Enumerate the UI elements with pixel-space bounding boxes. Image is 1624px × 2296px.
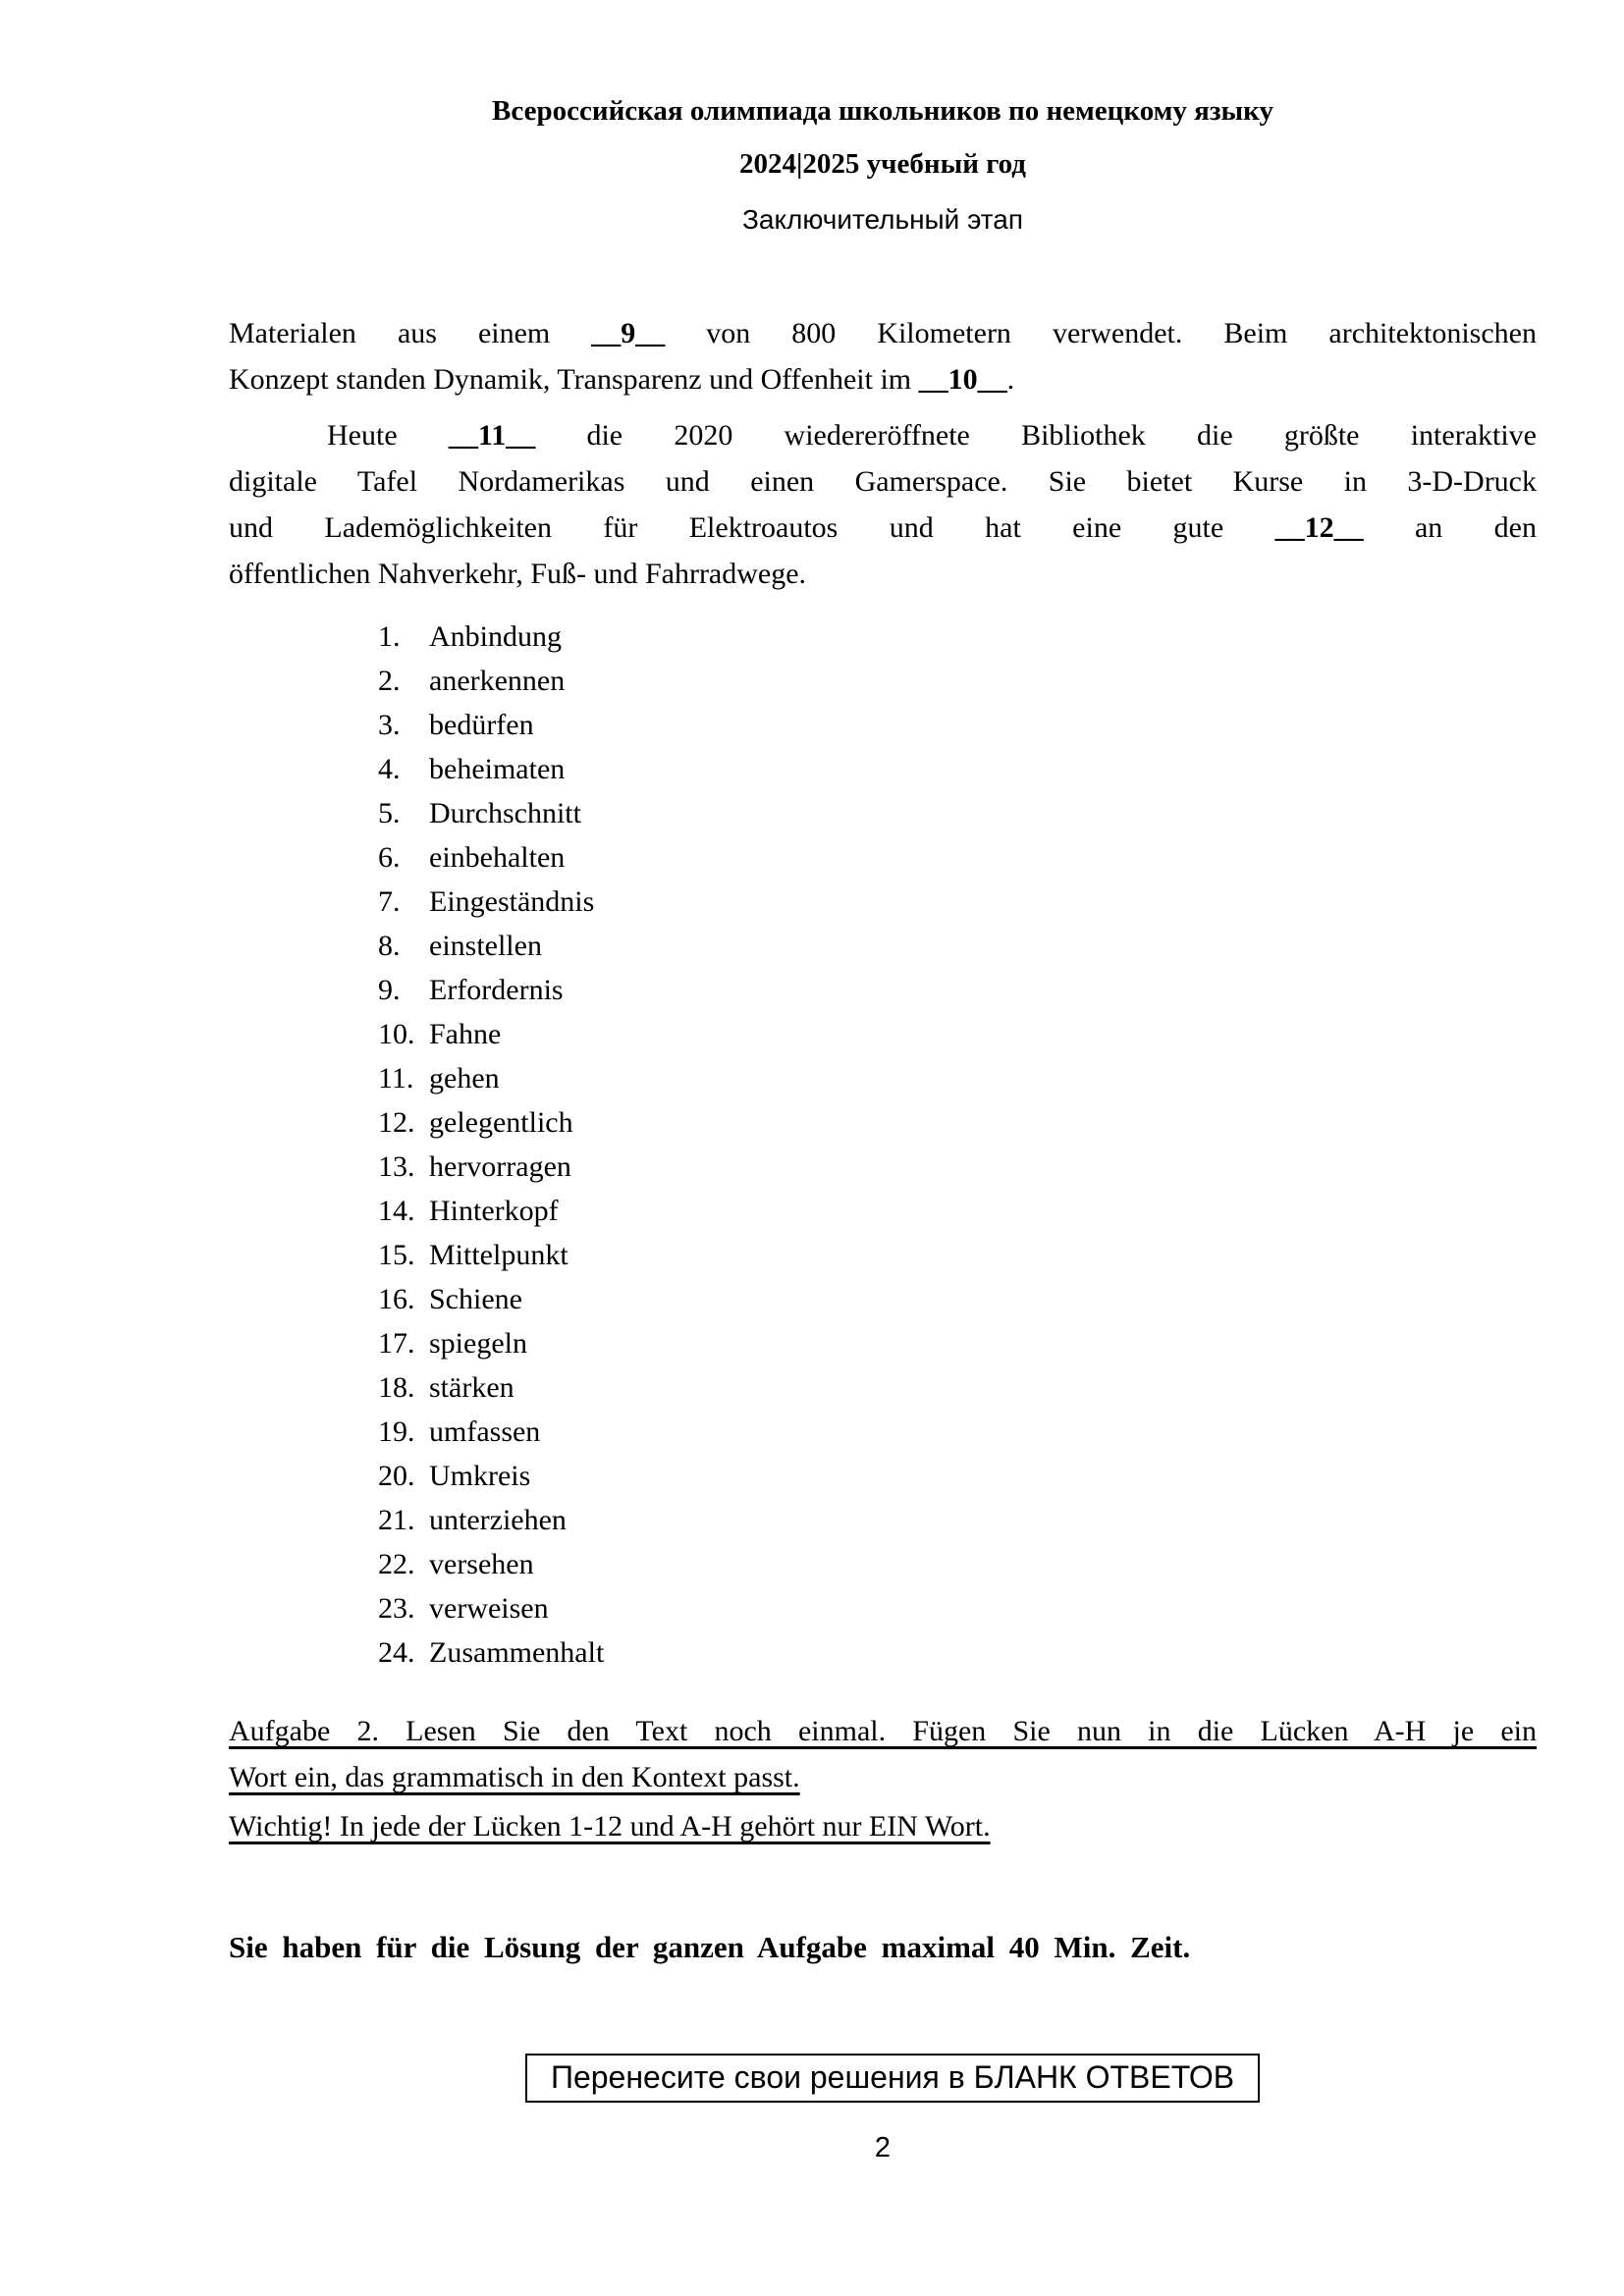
gap-marker: __11__ <box>448 419 536 452</box>
exam-text-line <box>229 458 1537 505</box>
word-list-item <box>378 1056 604 1100</box>
word-list-item-word: Schiene <box>429 1283 522 1315</box>
word-list-item <box>378 1233 604 1277</box>
word-list-item <box>378 659 604 703</box>
word-list-item-word: gehen <box>429 1062 500 1095</box>
gap-marker: __9__ <box>591 317 666 349</box>
text-segment: die 2020 wiedereröffnete Bibliothek die größte interaktive <box>535 419 1537 452</box>
word-list-item-word: einbehalten <box>429 841 566 874</box>
word-list-item-number: 1. <box>378 620 401 653</box>
word-list-item <box>378 1454 604 1498</box>
word-list-item-number: 21. <box>378 1504 415 1536</box>
word-list-item <box>378 880 604 924</box>
word-list-item <box>378 1410 604 1454</box>
word-list-item <box>378 1586 604 1630</box>
word-list-item-word: einstellen <box>429 930 542 962</box>
word-list-item-number: 4. <box>378 753 401 785</box>
word-list-item-word: Erfordernis <box>429 974 564 1006</box>
word-list-item <box>378 835 604 880</box>
word-list-item-number: 24. <box>378 1636 415 1669</box>
word-list-item-word: umfassen <box>429 1415 541 1448</box>
word-list-item-word: Fahne <box>429 1018 502 1050</box>
word-list-item-number: 12. <box>378 1106 415 1139</box>
word-list-item-word: beheimaten <box>429 753 566 785</box>
word-list-item-word: hervorragen <box>429 1150 571 1183</box>
exam-text-line <box>229 551 1537 597</box>
time-limit-note: Sie haben für die Lösung der ganzen Aufgabe maximal 40 Min. Zeit. <box>229 1930 1191 1964</box>
word-list-item-word: stärken <box>429 1371 514 1404</box>
text-segment: Heute <box>327 419 449 452</box>
word-list-item-number: 10. <box>378 1018 415 1050</box>
word-list-item <box>378 924 604 968</box>
word-list-item <box>378 747 604 791</box>
word-list-item-number: 14. <box>378 1195 415 1227</box>
word-list-item-word: Durchschnitt <box>429 797 581 829</box>
word-list-item-number: 3. <box>378 709 401 741</box>
word-list-item-number: 15. <box>378 1239 415 1271</box>
header-olympiad-title: Всероссийская олимпиада школьников по немецкому языку <box>492 95 1273 127</box>
gap-marker: __12__ <box>1274 511 1364 544</box>
text-segment: Wort ein, das grammatisch in den Kontext passt. <box>229 1761 800 1793</box>
word-list <box>378 614 604 1675</box>
text-segment: Konzept standen Dynamik, Transparenz und Offenheit im <box>229 363 919 396</box>
word-list-item <box>378 614 604 659</box>
task2-instruction-line <box>229 1803 1537 1849</box>
word-list-item-number: 5. <box>378 797 401 829</box>
text-segment: Aufgabe 2. Lesen Sie den Text noch einmal. Fügen Sie nun in die Lücken A-H je ein <box>229 1715 1537 1747</box>
word-list-item-word: Anbindung <box>429 620 562 653</box>
word-list-item <box>378 1277 604 1321</box>
text-segment: an den <box>1363 511 1537 544</box>
exam-text-line <box>229 505 1537 551</box>
task2-instruction-line <box>229 1754 1537 1800</box>
word-list-item-number: 13. <box>378 1150 415 1183</box>
word-list-item-number: 2. <box>378 665 401 697</box>
header-stage: Заключительный этап <box>741 204 1023 235</box>
word-list-item-number: 18. <box>378 1371 415 1404</box>
text-segment: Materialen aus einem <box>229 317 592 349</box>
text-segment: digitale Tafel Nordamerikas und einen Gamerspace. Sie bietet Kurse in 3-D-Druck <box>229 465 1537 498</box>
word-list-item <box>378 1100 604 1145</box>
word-list-item-number: 8. <box>378 930 401 962</box>
exam-text-line <box>229 412 1537 458</box>
word-list-item <box>378 703 604 747</box>
exam-text <box>229 310 1537 597</box>
word-list-item-word: versehen <box>429 1548 534 1580</box>
word-list-item-number: 17. <box>378 1327 415 1360</box>
word-list-item-word: bedürfen <box>429 709 534 741</box>
word-list-item <box>378 1321 604 1365</box>
word-list-item-word: Eingeständnis <box>429 885 595 918</box>
word-list-item-number: 23. <box>378 1592 415 1625</box>
word-list-item-word: spiegeln <box>429 1327 527 1360</box>
word-list-item <box>378 1630 604 1675</box>
word-list-item <box>378 968 604 1012</box>
word-list-item <box>378 1189 604 1233</box>
exam-text-line <box>229 356 1537 402</box>
word-list-item <box>378 1498 604 1542</box>
word-list-item <box>378 1012 604 1056</box>
text-segment: öffentlichen Nahverkehr, Fuß- und Fahrradwege. <box>229 558 807 590</box>
text-segment: . <box>1006 363 1015 396</box>
word-list-item-number: 6. <box>378 841 401 874</box>
word-list-item-word: anerkennen <box>429 665 566 697</box>
word-list-item-word: verweisen <box>429 1592 549 1625</box>
word-list-item-number: 19. <box>378 1415 415 1448</box>
word-list-item-word: unterziehen <box>429 1504 567 1536</box>
word-list-item-word: Mittelpunkt <box>429 1239 568 1271</box>
word-list-item-word: Umkreis <box>429 1460 531 1492</box>
answer-transfer-box: Перенесите свои решения в БЛАНК ОТВЕТОВ <box>525 2054 1260 2103</box>
header-school-year: 2024|2025 учебный год <box>739 148 1026 180</box>
word-list-item-word: Hinterkopf <box>429 1195 559 1227</box>
word-list-item-number: 7. <box>378 885 401 918</box>
word-list-item <box>378 791 604 835</box>
task2-instructions <box>229 1708 1537 1849</box>
word-list-item-number: 9. <box>378 974 401 1006</box>
text-segment: Wichtig! In jede der Lücken 1-12 und A-H gehört nur EIN Wort. <box>229 1810 991 1842</box>
word-list-item-number: 22. <box>378 1548 415 1580</box>
word-list-item-number: 11. <box>378 1062 414 1095</box>
word-list-item <box>378 1542 604 1586</box>
word-list-item-word: gelegentlich <box>429 1106 573 1139</box>
word-list-item-word: Zusammenhalt <box>429 1636 605 1669</box>
gap-marker: __10__ <box>918 363 1007 396</box>
text-segment: von 800 Kilometern verwendet. Beim architektonischen <box>665 317 1537 349</box>
text-segment: und Lademöglichkeiten für Elektroautos und hat eine gute <box>229 511 1275 544</box>
word-list-item <box>378 1145 604 1189</box>
word-list-item <box>378 1365 604 1410</box>
word-list-item-number: 16. <box>378 1283 415 1315</box>
page-number: 2 <box>874 2132 892 2163</box>
word-list-item-number: 20. <box>378 1460 415 1492</box>
task2-instruction-line <box>229 1708 1537 1754</box>
exam-text-line <box>229 310 1537 356</box>
